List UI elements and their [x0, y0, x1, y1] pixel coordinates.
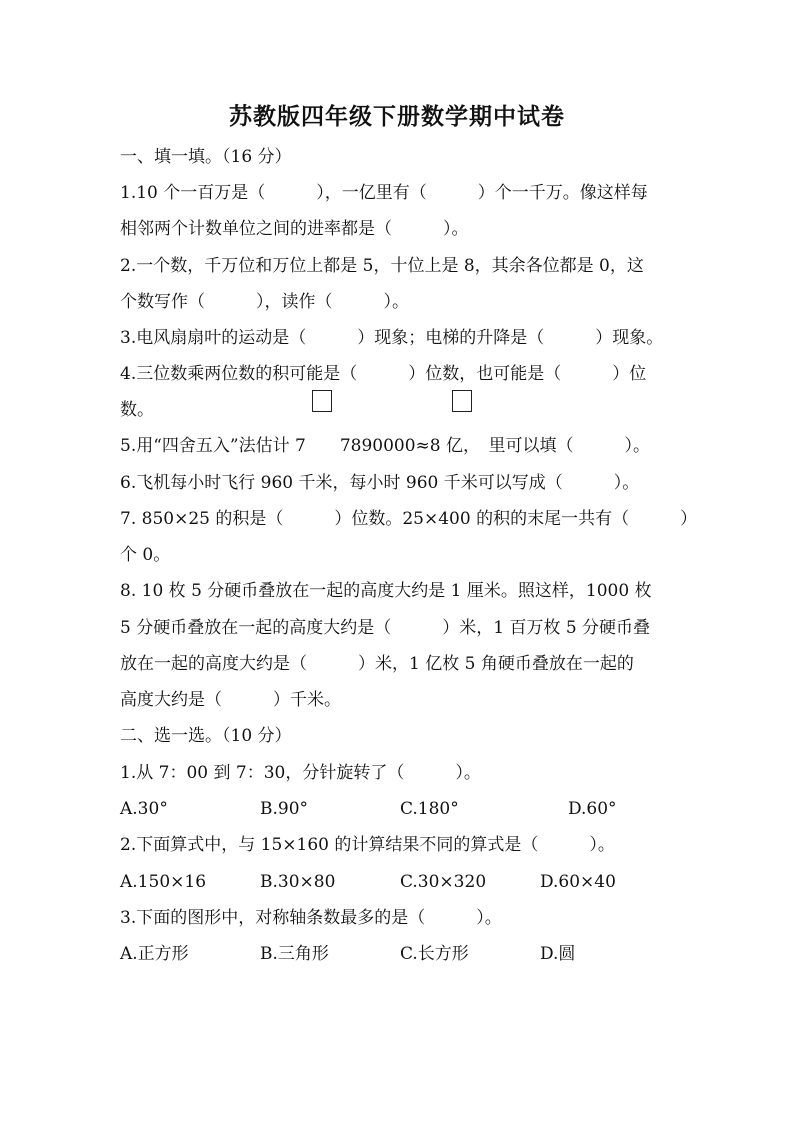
question-line: 个 0。 [120, 545, 171, 565]
option-d: D.60° [568, 799, 617, 819]
question-line: 放在一起的高度大约是（ ）米，1 亿枚 5 角硬币叠放在一起的 [120, 654, 634, 674]
question-line: 3.电风扇扇叶的运动是（ ）现象；电梯的升降是（ ）现象。 [120, 328, 664, 348]
question-line: 数。 [120, 400, 154, 420]
question-line: 高度大约是（ ）千米。 [120, 690, 341, 710]
option-a: A.150×16 [120, 872, 207, 892]
question-line: 2.下面算式中，与 15×160 的计算结果不同的算式是（ ）。 [120, 835, 615, 855]
option-d: D.圆 [540, 944, 576, 964]
option-c: C.长方形 [400, 944, 469, 964]
question-line: 个数写作（ ），读作（ ）。 [120, 292, 409, 312]
question-line: 3.下面的图形中，对称轴条数最多的是（ ）。 [120, 908, 502, 928]
option-b: B.90° [260, 799, 309, 819]
question-line: 2.一个数，千万位和万位上都是 5，十位上是 8，其余各位都是 0，这 [120, 256, 644, 276]
question-line: 4.三位数乘两位数的积可能是（ ）位数，也可能是（ ）位 [120, 364, 647, 384]
option-b: B.三角形 [260, 944, 329, 964]
question-line: 相邻两个计数单位之间的进率都是（ ）。 [120, 219, 469, 239]
option-b: B.30×80 [260, 872, 336, 892]
question-line: 1.10 个一百万是（ ），一亿里有（ ）个一千万。像这样每 [120, 183, 648, 203]
page-title: 苏教版四年级下册数学期中试卷 [229, 103, 565, 130]
section1-heading: 一、填一填。（16 分） [120, 147, 292, 167]
blank-square-box [452, 390, 472, 412]
question-line: 5.用“四舍五入”法估计 7 7890000≈8 亿， 里可以填（ ）。 [120, 436, 650, 456]
question-line: 8. 10 枚 5 分硬币叠放在一起的高度大约是 1 厘米。照这样，1000 枚 [120, 581, 652, 601]
question-line: 7. 850×25 的积是（ ）位数。25×400 的积的末尾一共有（ ） [120, 509, 698, 529]
question-line: 5 分硬币叠放在一起的高度大约是（ ）米，1 百万枚 5 分硬币叠 [120, 618, 651, 638]
blank-square-box [312, 390, 332, 412]
option-a: A.30° [120, 799, 168, 819]
section2-heading: 二、选一选。（10 分） [120, 726, 292, 746]
option-c: C.30×320 [400, 872, 487, 892]
option-d: D.60×40 [540, 872, 616, 892]
option-c: C.180° [400, 799, 459, 819]
question-line: 6.飞机每小时飞行 960 千米，每小时 960 千米可以写成（ ）。 [120, 473, 640, 493]
option-a: A.正方形 [120, 944, 189, 964]
question-line: 1.从 7：00 到 7：30，分针旋转了（ ）。 [120, 763, 481, 783]
